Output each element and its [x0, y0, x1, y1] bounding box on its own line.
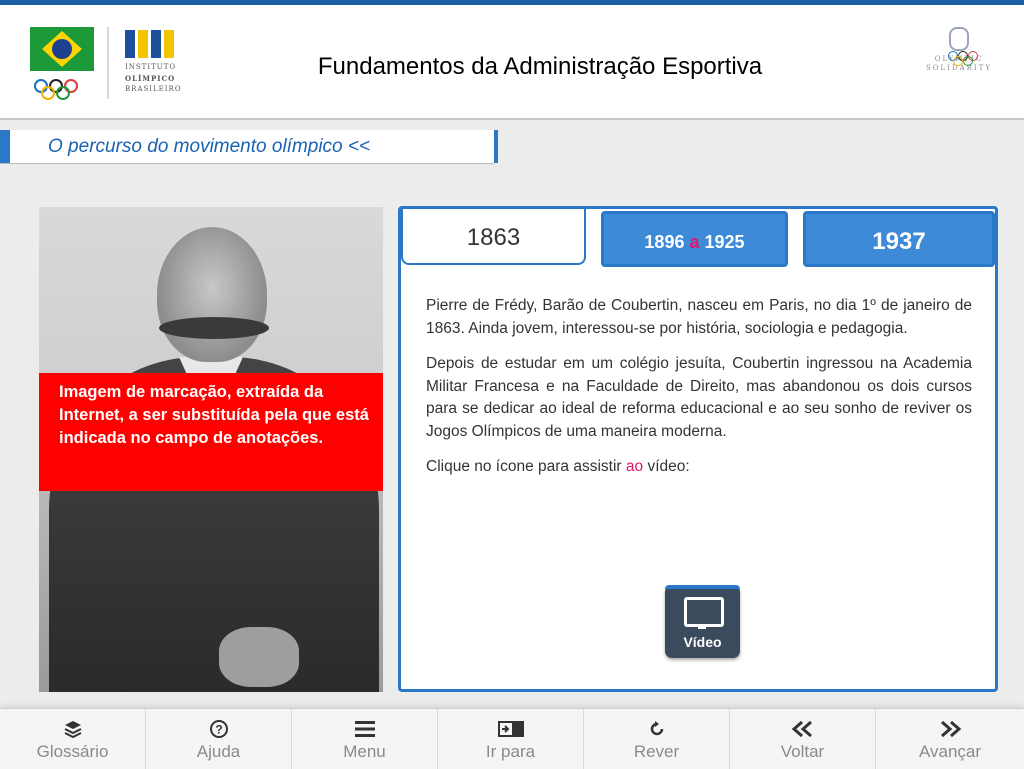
tab-1863[interactable]: 1863 — [401, 209, 586, 265]
cob-logo-line: INSTITUTO — [125, 63, 177, 71]
page-title: Fundamentos da Administração Esportiva — [317, 53, 763, 80]
footer-label: Menu — [343, 742, 386, 761]
tab-label-sep: a — [689, 232, 700, 252]
paragraph: Pierre de Frédy, Barão de Coubertin, nasceu em Paris, no dia 1º de janeiro de 1863. Ainda jovem, interessou-se por história, sociologia e pedagogia. — [426, 297, 972, 337]
video-button[interactable] — [665, 585, 740, 658]
footer-label: Avançar — [918, 742, 982, 761]
footer-label: Ajuda — [196, 742, 241, 761]
forward-button[interactable] — [876, 709, 1024, 769]
tab-1896-1925[interactable] — [601, 211, 788, 267]
solidarity-logo-line: SOLIDARITY — [926, 64, 992, 72]
olympic-rings-icon — [948, 51, 988, 67]
section-title: O percurso do movimento olímpico << — [48, 136, 371, 157]
video-button-label: Vídeo — [683, 634, 722, 650]
cob-logo-line: OLÍMPICO — [125, 74, 176, 83]
olympic-rings-icon — [34, 79, 94, 101]
footer-label: Ir para — [485, 742, 536, 761]
question-icon — [146, 719, 291, 741]
paragraph-text: vídeo: — [647, 458, 690, 475]
tab-1937[interactable]: 1937 — [803, 211, 995, 267]
tab-label-start: 1896 — [644, 232, 685, 252]
footer-label: Rever — [633, 742, 680, 761]
header-divider — [107, 27, 109, 99]
glossary-button[interactable] — [0, 709, 146, 769]
solidarity-logo-line: OLYMPIC — [934, 55, 984, 63]
header — [0, 5, 1024, 120]
menu-button[interactable] — [292, 709, 438, 769]
footer-nav — [0, 708, 1024, 769]
replay-button[interactable] — [584, 709, 730, 769]
olympic-solidarity-logo — [918, 27, 1000, 73]
section-bar — [0, 130, 498, 163]
brazil-flag-icon — [30, 27, 94, 71]
tab-label-end: 1925 — [704, 232, 745, 252]
cob-logo-line: BRASILEIRO — [125, 85, 182, 93]
back-icon — [730, 719, 875, 741]
monitor-icon — [684, 597, 724, 627]
svg-text:?: ? — [214, 722, 223, 737]
replay-icon — [584, 719, 729, 741]
paragraph — [426, 456, 972, 479]
placeholder-note: Imagem de marcação, extraída da Internet, a ser substituída pela que está indicada no campo de anotações. — [39, 373, 383, 491]
content-text — [426, 295, 972, 492]
content-panel — [398, 206, 998, 692]
layers-icon — [0, 719, 145, 741]
back-button[interactable] — [730, 709, 876, 769]
menu-icon — [292, 719, 437, 741]
paragraph-accent: ao — [625, 458, 644, 475]
cob-logo — [125, 30, 182, 95]
help-button[interactable] — [146, 709, 292, 769]
paragraph-text: Clique no ícone para assistir — [426, 458, 622, 475]
footer-label: Voltar — [780, 742, 825, 761]
solidarity-mark-icon — [949, 27, 969, 51]
goto-button[interactable] — [438, 709, 584, 769]
footer-label: Glossário — [36, 742, 109, 761]
paragraph: Depois de estudar em um colégio jesuíta, Coubertin ingressou na Academia Militar Francesa e na Faculdade de Direito, mas abandonou os dois cursos para se dedicar ao ideal de reforma educacional e ao seu sonho de reviver os Jogos Olímpicos de uma maneira moderna. — [426, 355, 972, 440]
forward-icon — [876, 719, 1024, 741]
goto-icon — [438, 719, 583, 741]
